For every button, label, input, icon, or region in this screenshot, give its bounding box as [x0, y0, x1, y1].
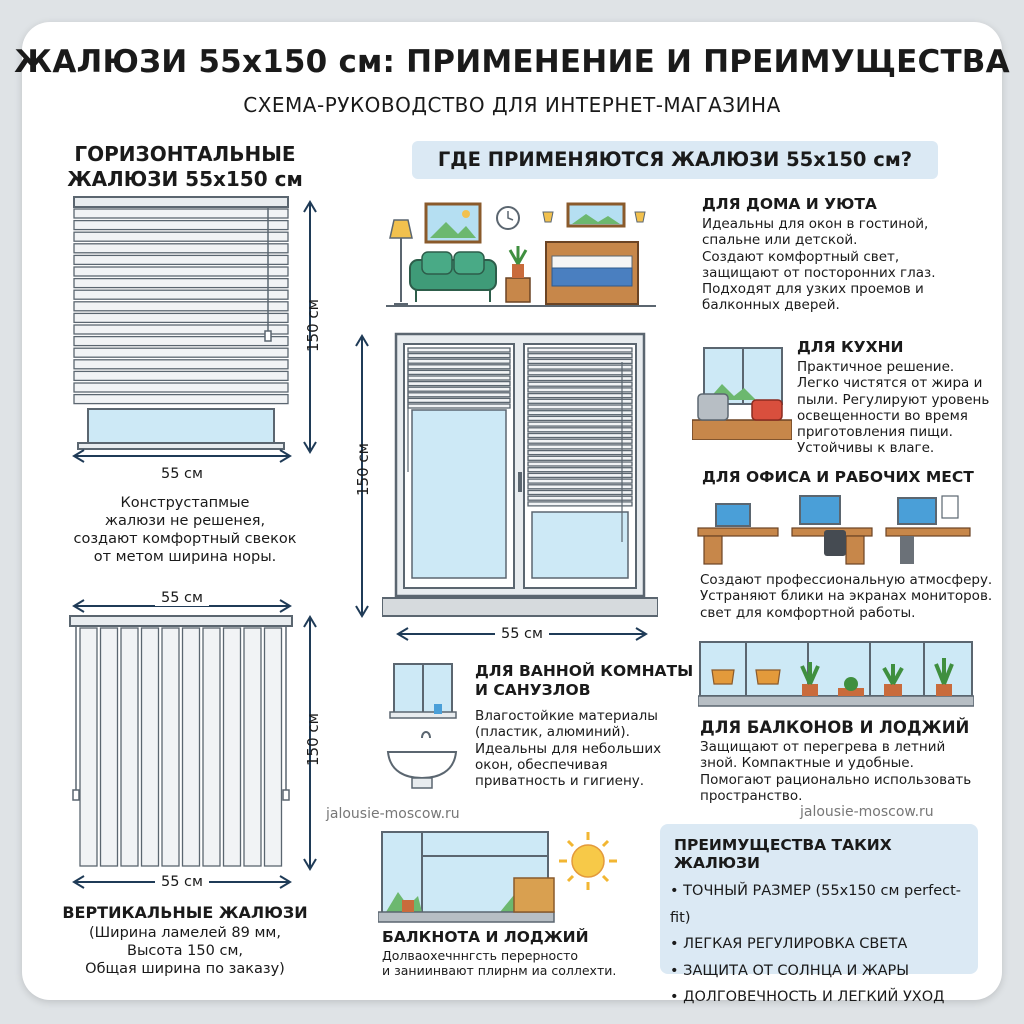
window-slat-right — [528, 382, 632, 386]
home-line: Идеальны для окон в гостиной, — [702, 216, 929, 232]
horizontal-slat — [74, 209, 288, 218]
window-slat-right — [528, 371, 632, 375]
balcony-line: Помогают рационально использовать — [700, 771, 972, 788]
bathroom-line: Идеальны для небольших — [475, 740, 662, 757]
vertical-slat — [183, 628, 200, 866]
office-line: Устраняют блики на экранах мониторов. — [700, 588, 993, 605]
horizontal-slat — [74, 371, 288, 380]
window-slat-right — [528, 416, 632, 420]
horizontal-title-line2: ЖАЛЮЗИ 55x150 см — [67, 167, 303, 191]
office-description — [700, 572, 992, 621]
horizontal-slat — [74, 360, 288, 369]
watermark-left: jalousie-moscow.ru — [326, 806, 460, 822]
window-slat-right — [528, 377, 632, 381]
window-slat-right — [528, 354, 632, 358]
home-line: балконных дверей. — [702, 297, 840, 314]
horizontal-slat — [74, 383, 288, 392]
horizontal-width-arrow — [72, 448, 292, 464]
bathroom-line: (пластик, алюминий). — [475, 724, 630, 741]
horizontal-slat — [74, 267, 288, 276]
home-title: ДЛЯ ДОМА И УЮТА — [702, 195, 877, 213]
advantage-item: • ДОЛГОВЕЧНОСТЬ И ЛЕГКИЙ УХОД — [670, 984, 978, 1011]
bathroom-description — [475, 708, 661, 789]
advantage-item: • ТОЧНЫЙ РАЗМЕР (55x150 см perfect-fit) — [670, 878, 978, 931]
vertical-top-width-label — [72, 590, 292, 606]
window-slat-right — [528, 411, 632, 415]
balcony-description — [700, 739, 971, 804]
window-slat-left — [408, 376, 510, 380]
horizontal-slat — [74, 290, 288, 299]
office-title: ДЛЯ ОФИСА И РАБОЧИХ МЕСТ — [702, 468, 974, 486]
kitchen-illustration — [692, 344, 792, 440]
window-slat-left — [408, 354, 510, 358]
advantage-item: • ЗАЩИТА ОТ СОЛНЦА И ЖАРЫ — [670, 958, 978, 985]
page-subtitle: СХЕМА-РУКОВОДСТВО ДЛЯ ИНТЕРНЕТ-МАГАЗИНА — [243, 93, 781, 117]
window-slat-right — [528, 428, 632, 432]
vertical-height-label: 150 см — [304, 713, 322, 766]
window-slat-right — [528, 359, 632, 363]
vertical-slat — [80, 628, 97, 866]
kitchen-line: освещенности во время — [797, 407, 968, 424]
bathroom-line: приватность и гигиену. — [475, 773, 645, 790]
window-slat-right — [528, 388, 632, 392]
vertical-slat — [224, 628, 241, 866]
horizontal-title — [50, 142, 320, 192]
window-slat-right — [528, 399, 632, 403]
horizontal-slat — [74, 348, 288, 357]
balcony2-line: и заниинвают плирнм иа соллехти. — [382, 963, 617, 978]
window-slat-right — [528, 462, 632, 466]
vertical-description — [40, 924, 330, 978]
vertical-slat — [121, 628, 138, 866]
balcony2-line: Долваохечннгсть перерносто — [382, 948, 579, 963]
vertical-slat — [101, 628, 118, 866]
window-slat-right — [528, 434, 632, 438]
horizontal-height-label: 150 см — [304, 299, 322, 352]
home-line: спальне или детской. — [702, 232, 858, 249]
window-slat-left — [408, 387, 510, 391]
advantages-title: ПРЕИМУЩЕСТВА ТАКИХ ЖАЛЮЗИ — [674, 836, 892, 872]
bathroom-illustration — [382, 662, 462, 790]
kitchen-line: Практичное решение. — [797, 359, 955, 375]
horizontal-slat — [74, 313, 288, 322]
horizontal-desc-line: Конструстапмые — [120, 495, 250, 511]
bathroom-title — [475, 662, 693, 700]
horizontal-slat — [74, 302, 288, 311]
horizontal-desc-line: от метом ширина норы. — [93, 549, 277, 565]
center-height-label: 150 см — [354, 443, 372, 496]
kitchen-line: Легко чистятся от жира и — [797, 375, 983, 392]
window-slat-left — [408, 398, 510, 402]
window-slat-right — [528, 439, 632, 443]
horizontal-slat — [74, 255, 288, 264]
watermark-right: jalousie-moscow.ru — [800, 804, 934, 820]
vertical-bottom-width-text: 55 см — [155, 874, 209, 890]
window-slat-left — [408, 404, 510, 408]
page-title: ЖАЛЮЗИ 55x150 см: ПРИМЕНЕНИЕ И ПРЕИМУЩЕСТВА — [14, 44, 1010, 80]
window-slat-right — [528, 445, 632, 449]
vertical-slat — [203, 628, 220, 866]
horizontal-title-line1: ГОРИЗОНТАЛЬНЫЕ — [74, 142, 296, 166]
balcony-window-illustration — [378, 826, 648, 926]
window-slat-right — [528, 365, 632, 369]
vertical-desc-line: Общая ширина по заказу) — [85, 961, 285, 977]
bathroom-title-line: ДЛЯ ВАННОЙ КОМНАТЫ — [475, 662, 694, 680]
horizontal-slat — [74, 337, 288, 346]
window-slat-left — [408, 365, 510, 369]
balcony-line: зной. Компактные и удобные. — [700, 755, 914, 772]
kitchen-line: приготовления пищи. — [797, 424, 953, 441]
vertical-title: ВЕРТИКАЛЬНЫЕ ЖАЛЮЗИ — [62, 903, 308, 922]
bathroom-title-line: И САНУЗЛОВ — [475, 681, 591, 699]
bathroom-line: Влагостойкие материалы — [475, 708, 658, 724]
window-slat-right — [528, 479, 632, 483]
kitchen-line: Устойчивы к влаге. — [797, 440, 935, 457]
window-slat-right — [528, 496, 632, 500]
horizontal-description — [40, 494, 330, 566]
horizontal-slat — [74, 244, 288, 253]
window-slat-left — [408, 359, 510, 363]
home-line: защищают от посторонних глаз. — [702, 264, 936, 281]
advantages-list — [670, 878, 978, 1011]
vertical-desc-line: Высота 150 см, — [127, 943, 243, 959]
advantages-box — [660, 824, 978, 1005]
home-description — [702, 216, 936, 314]
balcony-illustration — [698, 640, 974, 710]
vertical-top-width-text: 55 см — [155, 590, 209, 606]
window-slat-left — [408, 393, 510, 397]
balcony2-description — [382, 948, 616, 978]
window-slat-right — [528, 348, 632, 352]
office-line: свет для комфортной работы. — [700, 604, 916, 621]
vertical-slat — [162, 628, 179, 866]
horizontal-desc-line: создают комфортный свекок — [73, 531, 297, 547]
kitchen-line: пыли. Регулируют уровень — [797, 391, 990, 408]
center-width-text: 55 см — [495, 626, 549, 642]
window-slat-right — [528, 485, 632, 489]
balcony-line: Защищают от перегрева в летний — [700, 739, 946, 755]
center-width-label — [396, 626, 648, 642]
window-slat-right — [528, 456, 632, 460]
window-slat-left — [408, 348, 510, 352]
home-line: Создают комфортный свет, — [702, 248, 900, 265]
balcony2-title: БАЛКНОТА И ЛОДЖИЙ — [382, 928, 589, 946]
horizontal-desc-line: жалюзи не решенея, — [104, 513, 266, 529]
vertical-blind-illustration — [68, 614, 294, 870]
where-banner: ГДЕ ПРИМЕНЯЮТСЯ ЖАЛЮЗИ 55x150 см? — [412, 141, 938, 179]
office-illustration — [696, 490, 972, 566]
vertical-slat — [244, 628, 261, 866]
bathroom-line: окон, обеспечивая — [475, 756, 608, 773]
horizontal-slat — [74, 325, 288, 334]
window-slat-right — [528, 468, 632, 472]
kitchen-description — [797, 359, 989, 457]
balcony-title: ДЛЯ БАЛКОНОВ И ЛОДЖИЙ — [700, 718, 970, 737]
window-slat-left — [408, 382, 510, 386]
horizontal-width-label: 55 см — [161, 466, 203, 482]
window-slat-right — [528, 502, 632, 506]
balcony-line: пространство. — [700, 787, 803, 804]
window-slat-right — [528, 422, 632, 426]
horizontal-slat — [74, 395, 288, 404]
window-slat-right — [528, 405, 632, 409]
horizontal-slat — [74, 232, 288, 241]
horizontal-slat — [74, 221, 288, 230]
double-window-illustration — [382, 332, 658, 618]
window-slat-right — [528, 473, 632, 477]
home-line: Подходят для узких проемов и — [702, 281, 924, 298]
window-slat-right — [528, 451, 632, 455]
vertical-slat — [265, 628, 282, 866]
vertical-bottom-width-label — [72, 874, 292, 890]
horizontal-blind-illustration — [60, 195, 300, 455]
window-slat-right — [528, 394, 632, 398]
window-slat-left — [408, 370, 510, 374]
vertical-desc-line: (Ширина ламелей 89 мм, — [89, 925, 281, 941]
advantage-item: • ЛЕГКАЯ РЕГУЛИРОВКА СВЕТА — [670, 931, 978, 958]
window-slat-right — [528, 491, 632, 495]
kitchen-title: ДЛЯ КУХНИ — [797, 338, 904, 356]
horizontal-slat — [74, 279, 288, 288]
vertical-slat — [142, 628, 159, 866]
office-line: Создают профессиональную атмосферу. — [700, 572, 993, 588]
living-room-illustration — [386, 198, 656, 310]
